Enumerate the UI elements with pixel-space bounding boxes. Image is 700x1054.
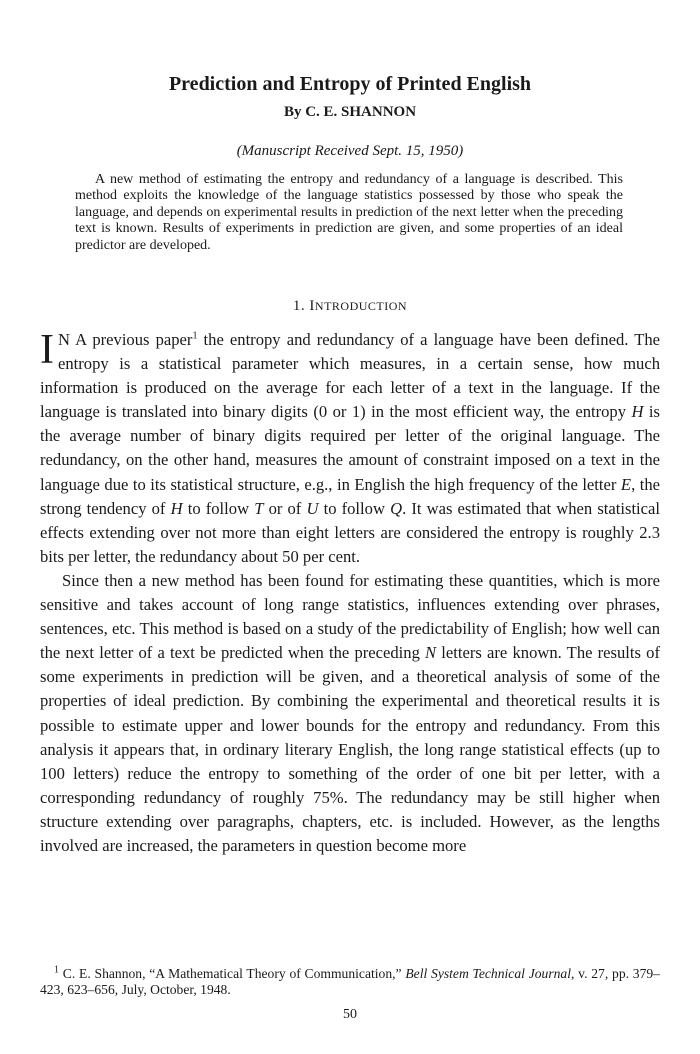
symbol-U: U bbox=[306, 498, 319, 518]
footnote-number: 1 bbox=[54, 964, 59, 976]
footnote-text-2: , v. 27, pp. 379–423, 623–656, July, October, 1948. bbox=[40, 966, 660, 998]
journal-name: Bell System Technical Journal bbox=[405, 966, 571, 981]
symbol-H-second: H bbox=[170, 498, 183, 518]
symbol-N: N bbox=[425, 643, 437, 663]
drop-cap: I bbox=[40, 327, 54, 373]
para1-text-2: the entropy and redundancy of a language have been defined. The entropy is a statistical parameter which measures, in a certain sense, how much information is produced on the average for each letter of a text in the language. If the language is translated into binary digits (0 or 1) in the most efficient way, the entropy bbox=[40, 330, 660, 422]
para2-text-1: Since then a new method has been found for estimating these quantities, which is more sensitive and takes account of long range statistics, influences extending over phrases, sentences, etc. This method is based on a study of the predictability of English; how well can the next letter of a text be predicted when the preceding bbox=[40, 571, 660, 663]
para1-text-8: . It was estimated that when statistical effects extending over not more than eight letters are considered the entropy is roughly 2.3 bits per letter, the redundancy about 50 per cent. bbox=[40, 498, 660, 566]
abstract: A new method of estimating the entropy and redundancy of a language is described. This method exploits the knowledge of the language statistics possessed by those who speak the language, and depends on experimental results in prediction of the next letter when the preceding text is known. Results of experiments in prediction are given, and some properties of an ideal predictor are developed. bbox=[75, 172, 623, 253]
paper-title: Prediction and Entropy of Printed English bbox=[168, 73, 532, 95]
footnote bbox=[40, 966, 660, 999]
section-title-initial: I bbox=[309, 298, 315, 314]
author-byline: By C. E. SHANNON bbox=[283, 104, 417, 120]
para1-text-3: is the average number of binary digits required per letter of the original language. The redundancy, on the other hand, measures the amount of constraint imposed on a text in the language due to its statistical structure, e.g., in English the high frequency of the letter bbox=[40, 402, 660, 494]
symbol-T: T bbox=[254, 498, 264, 518]
para1-text-4: , the strong tendency of bbox=[40, 474, 660, 518]
symbol-Q: Q bbox=[390, 498, 403, 518]
paragraph-1 bbox=[40, 328, 660, 569]
para1-text-7: to follow bbox=[318, 498, 391, 518]
para1-text-5: to follow bbox=[182, 498, 255, 518]
paragraph-2 bbox=[40, 569, 660, 858]
para1-text-1: N A previous paper bbox=[58, 330, 193, 349]
para2-text-2: letters are known. The results of some experiments in prediction will be given, and a theoretical analysis of some of the properties of ideal prediction. By combining the experimental and theoretical results it is possible to estimate upper and lower bounds for the entropy and redundancy. From this analysis it appears that, in ordinary literary English, the long range statistical effects (up to 100 letters) reduce the entropy to something of the order of one bit per letter, with a corresponding redundancy of roughly 75%. The redundancy may be still higher when structure extending over paragraphs, chapters, etc. is included. However, as the lengths involved are increased, the parameters in question become more bbox=[40, 643, 660, 856]
section-heading bbox=[0, 298, 700, 315]
section-title-rest: NTRODUCTION bbox=[314, 299, 408, 313]
para1-text-6: or of bbox=[263, 498, 307, 518]
footnote-text-1: C. E. Shannon, “A Mathematical Theory of Communication,” bbox=[59, 966, 406, 981]
symbol-H: H bbox=[631, 402, 644, 422]
received-date: (Manuscript Received Sept. 15, 1950) bbox=[236, 143, 464, 159]
page-number: 50 bbox=[343, 1007, 357, 1022]
footnote-reference: 1 bbox=[192, 330, 198, 342]
symbol-E: E bbox=[620, 474, 632, 494]
section-number: 1. bbox=[292, 298, 306, 314]
